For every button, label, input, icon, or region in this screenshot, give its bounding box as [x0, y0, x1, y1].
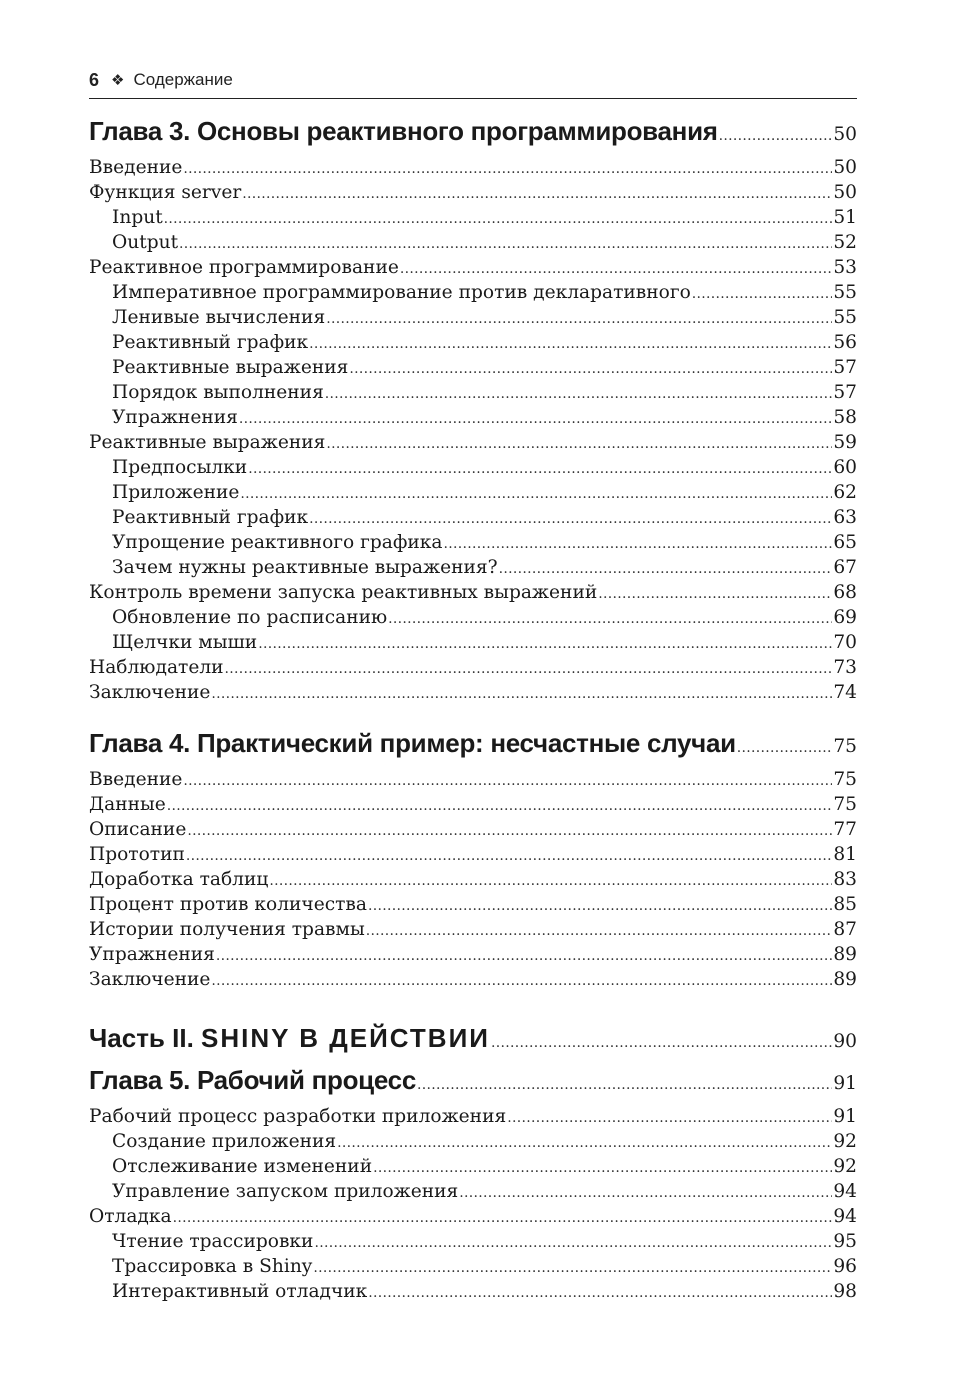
table-of-contents [89, 111, 857, 1304]
toc-entry-title: Императивное программирование против декларативного [112, 282, 691, 303]
part-title [89, 1016, 490, 1060]
chapter-5-entries [89, 1104, 857, 1304]
chapter-4-entries [89, 767, 857, 992]
leader-dots [417, 1065, 832, 1105]
leader-dots [240, 482, 832, 507]
book-page [89, 62, 857, 1304]
toc-entry [89, 942, 857, 967]
toc-entry-page: 77 [833, 819, 857, 840]
toc-entry-page: 81 [833, 844, 857, 865]
toc-entry-page: 52 [833, 232, 857, 253]
toc-entry-title: Заключение [89, 969, 211, 990]
toc-entry-page: 69 [833, 607, 857, 628]
toc-chapter-4 [89, 723, 857, 763]
leader-dots [388, 607, 832, 632]
toc-entry [89, 892, 857, 917]
leader-dots [179, 232, 832, 257]
leader-dots [326, 307, 832, 332]
toc-entry [89, 505, 857, 530]
leader-dots [337, 1131, 832, 1156]
chapter-3-entries [89, 155, 857, 705]
toc-entry [89, 280, 857, 305]
toc-entry [89, 330, 857, 355]
toc-entry [89, 1179, 857, 1204]
leader-dots [491, 1021, 832, 1065]
toc-entry-page: 68 [833, 582, 857, 603]
toc-entry-page: 95 [833, 1231, 857, 1252]
toc-entry-page: 96 [833, 1256, 857, 1277]
toc-entry [89, 205, 857, 230]
section-title: Содержание [133, 70, 233, 89]
toc-part-2 [89, 1016, 857, 1060]
toc-entry [89, 1254, 857, 1279]
toc-entry-title: Описание [89, 819, 187, 840]
toc-entry-title: Реактивный график [112, 507, 309, 528]
toc-entry-title: Предпосылки [112, 457, 248, 478]
toc-entry-title: Упражнения [89, 944, 215, 965]
toc-entry-title: Введение [89, 769, 183, 790]
toc-entry-title: Управление запуском приложения [112, 1181, 459, 1202]
toc-entry [89, 555, 857, 580]
toc-entry-title: Реактивные выражения [89, 432, 326, 453]
chapter-title: Глава 3. Основы реактивного программирования [89, 116, 718, 146]
toc-entry [89, 305, 857, 330]
leader-dots [499, 557, 833, 582]
leader-dots [216, 944, 832, 969]
toc-entry-page: 67 [833, 557, 857, 578]
toc-entry [89, 455, 857, 480]
chapter-title: Глава 4. Практический пример: несчастные случаи [89, 728, 736, 758]
toc-entry-title: Упрощение реактивного графика [112, 532, 443, 553]
toc-entry-page: 58 [833, 407, 857, 428]
leader-dots [444, 532, 833, 557]
toc-chapter-5 [89, 1060, 857, 1100]
toc-entry-page: 87 [833, 919, 857, 940]
leader-dots [313, 1256, 832, 1281]
leader-dots [239, 407, 832, 432]
toc-entry-title: Ленивые вычисления [112, 307, 326, 328]
leader-dots [349, 357, 832, 382]
leader-dots [183, 157, 832, 182]
toc-entry-title: Трассировка в Shiny [112, 1256, 313, 1277]
toc-entry-page: 83 [833, 869, 857, 890]
toc-entry-page: 98 [833, 1281, 857, 1302]
toc-entry [89, 655, 857, 680]
leader-dots [368, 1281, 832, 1306]
leader-dots [167, 794, 833, 819]
toc-entry [89, 355, 857, 380]
leader-dots [225, 657, 833, 682]
toc-entry-page: 92 [833, 1156, 857, 1177]
leader-dots [326, 432, 832, 457]
part-page: 90 [833, 1031, 857, 1052]
toc-entry [89, 630, 857, 655]
toc-entry [89, 1129, 857, 1154]
leader-dots [242, 182, 832, 207]
toc-entry [89, 680, 857, 705]
ornament-icon: ❖ [111, 72, 125, 89]
leader-dots [325, 382, 833, 407]
toc-entry [89, 605, 857, 630]
part-prefix: Часть II. [89, 1023, 202, 1053]
toc-entry-page: 62 [833, 482, 857, 503]
toc-entry-title: Output [112, 232, 179, 253]
toc-entry-title: Заключение [89, 682, 211, 703]
toc-entry [89, 530, 857, 555]
toc-entry-page: 91 [833, 1106, 857, 1127]
leader-dots [400, 257, 832, 282]
leader-dots [187, 819, 832, 844]
toc-entry [89, 430, 857, 455]
toc-entry-title: Данные [89, 794, 166, 815]
toc-entry-title: Зачем нужны реактивные выражения? [112, 557, 498, 578]
toc-entry-title: Контроль времени запуска реактивных выражений [89, 582, 598, 603]
toc-entry-title: Упражнения [112, 407, 238, 428]
toc-entry [89, 480, 857, 505]
toc-entry-page: 53 [833, 257, 857, 278]
toc-entry-title: Чтение трассировки [112, 1231, 314, 1252]
toc-entry [89, 967, 857, 992]
toc-entry [89, 1279, 857, 1304]
toc-entry-title: Отладка [89, 1206, 172, 1227]
toc-entry [89, 155, 857, 180]
leader-dots [309, 507, 832, 532]
toc-entry-page: 56 [833, 332, 857, 353]
leader-dots [598, 582, 832, 607]
toc-entry-title: Input [112, 207, 163, 228]
toc-entry-title: Реактивный график [112, 332, 309, 353]
toc-entry [89, 842, 857, 867]
toc-entry [89, 180, 857, 205]
toc-entry-title: Отслеживание изменений [112, 1156, 373, 1177]
toc-entry-page: 65 [833, 532, 857, 553]
leader-dots [373, 1156, 832, 1181]
toc-entry-page: 75 [833, 769, 857, 790]
toc-entry-title: Рабочий процесс разработки приложения [89, 1106, 507, 1127]
toc-entry-page: 92 [833, 1131, 857, 1152]
toc-entry-page: 55 [833, 307, 857, 328]
toc-entry-title: Щелчки мыши [112, 632, 258, 653]
leader-dots [459, 1181, 832, 1206]
toc-entry-title: Наблюдатели [89, 657, 224, 678]
toc-entry [89, 255, 857, 280]
toc-entry-page: 50 [833, 182, 857, 203]
toc-entry-title: Процент против количества [89, 894, 367, 915]
leader-dots [507, 1106, 832, 1131]
toc-entry-page: 59 [833, 432, 857, 453]
leader-dots [173, 1206, 833, 1231]
leader-dots [248, 457, 832, 482]
toc-entry-page: 57 [833, 382, 857, 403]
toc-entry-title: Обновление по расписанию [112, 607, 388, 628]
toc-entry [89, 230, 857, 255]
toc-entry [89, 405, 857, 430]
toc-entry [89, 1204, 857, 1229]
toc-entry [89, 380, 857, 405]
leader-dots [309, 332, 832, 357]
leader-dots [269, 869, 832, 894]
toc-entry-page: 55 [833, 282, 857, 303]
toc-entry [89, 792, 857, 817]
toc-entry [89, 867, 857, 892]
toc-entry-page: 50 [833, 157, 857, 178]
toc-entry-page: 57 [833, 357, 857, 378]
toc-entry-title: Интерактивный отладчик [112, 1281, 368, 1302]
part-caps-title: SHINY В ДЕЙСТВИИ [201, 1023, 490, 1053]
toc-entry [89, 1229, 857, 1254]
toc-entry-title: Доработка таблиц [89, 869, 269, 890]
toc-entry-page: 85 [833, 894, 857, 915]
leader-dots [183, 769, 832, 794]
toc-entry-page: 89 [833, 944, 857, 965]
toc-entry [89, 1104, 857, 1129]
toc-entry-page: 63 [833, 507, 857, 528]
toc-entry-page: 70 [833, 632, 857, 653]
toc-entry-page: 73 [833, 657, 857, 678]
toc-entry [89, 1154, 857, 1179]
chapter-page: 91 [833, 1073, 857, 1094]
leader-dots [211, 969, 832, 994]
leader-dots [164, 207, 833, 232]
leader-dots [737, 728, 833, 768]
toc-entry-title: Создание приложения [112, 1131, 337, 1152]
toc-entry-title: Прототип [89, 844, 185, 865]
leader-dots [211, 682, 832, 707]
toc-chapter-3 [89, 111, 857, 151]
toc-entry-title: Введение [89, 157, 183, 178]
toc-entry-page: 94 [833, 1206, 857, 1227]
toc-entry-title: Порядок выполнения [112, 382, 324, 403]
leader-dots [314, 1231, 832, 1256]
toc-entry-page: 74 [833, 682, 857, 703]
toc-entry [89, 917, 857, 942]
toc-entry-title: Реактивные выражения [112, 357, 349, 378]
leader-dots [692, 282, 833, 307]
toc-entry [89, 767, 857, 792]
toc-entry-page: 94 [833, 1181, 857, 1202]
toc-entry-title: Реактивное программирование [89, 257, 399, 278]
leader-dots [258, 632, 832, 657]
running-header [89, 62, 857, 99]
chapter-page: 50 [833, 124, 857, 145]
leader-dots [186, 844, 832, 869]
chapter-title: Глава 5. Рабочий процесс [89, 1065, 416, 1095]
toc-entry [89, 817, 857, 842]
leader-dots [366, 919, 833, 944]
leader-dots [719, 116, 833, 156]
toc-entry-page: 51 [833, 207, 857, 228]
leader-dots [368, 894, 832, 919]
chapter-page: 75 [833, 736, 857, 757]
toc-entry-title: Функция server [89, 182, 242, 203]
page-number: 6 [89, 69, 100, 90]
toc-entry-page: 89 [833, 969, 857, 990]
toc-entry-title: Истории получения травмы [89, 919, 365, 940]
toc-entry-page: 75 [833, 794, 857, 815]
toc-entry [89, 580, 857, 605]
toc-entry-title: Приложение [112, 482, 240, 503]
toc-entry-page: 60 [833, 457, 857, 478]
